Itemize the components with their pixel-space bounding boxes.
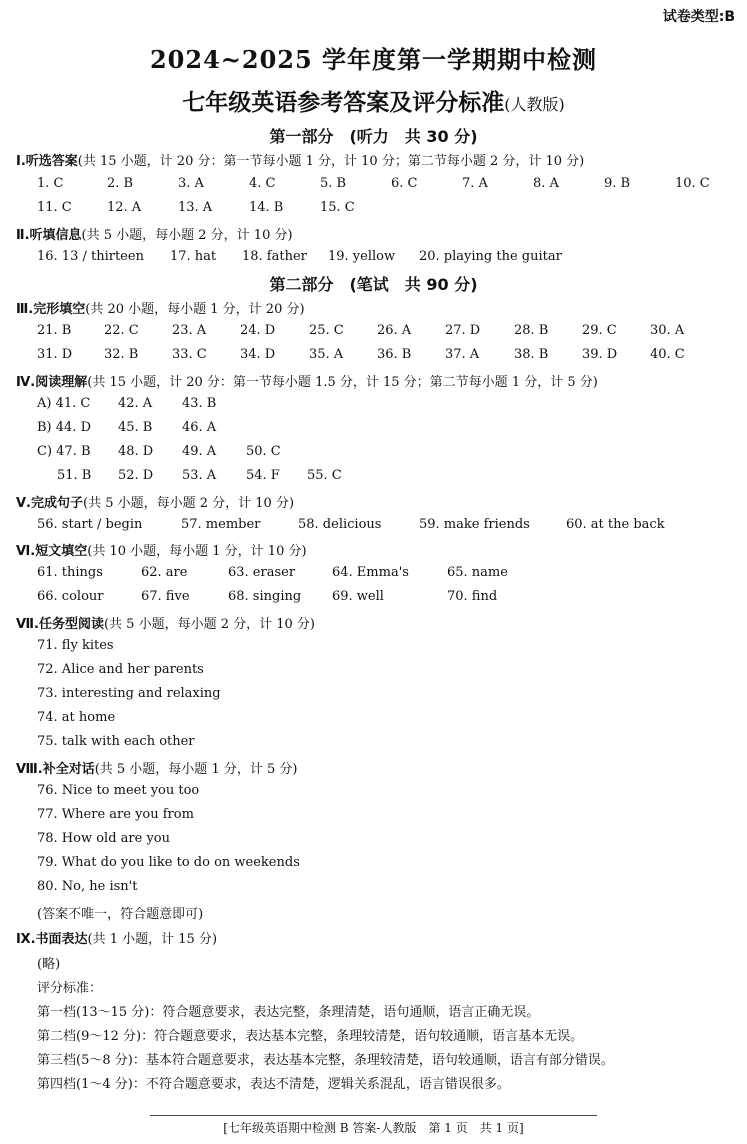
answer-item: 27. D — [445, 323, 481, 338]
section-3-desc: (共 20 小题，每小题 1 分，计 20 分) — [85, 302, 305, 317]
section-6-answer-row — [0, 589, 747, 613]
answer-item: 24. D — [240, 323, 276, 338]
answer-line: 74. at home — [37, 710, 116, 725]
answer-item: 11. C — [37, 200, 72, 215]
section-8-name: 补全对话 — [42, 762, 95, 777]
answer-item: 51. B — [57, 468, 92, 483]
section-2-name: 听填信息 — [29, 228, 82, 243]
section-5-desc: (共 5 小题，每小题 2 分，计 10 分) — [83, 496, 295, 511]
section-5-heading — [16, 492, 294, 511]
answer-item: 52. D — [118, 468, 154, 483]
answer-item: 9. B — [604, 176, 631, 191]
section-7-desc: (共 5 小题，每小题 2 分，计 10 分) — [103, 617, 315, 632]
answer-line: 75. talk with each other — [37, 734, 195, 749]
footer-divider — [150, 1115, 597, 1116]
section-3-answer-row — [0, 347, 747, 371]
section-1-num: Ⅰ. — [16, 154, 26, 169]
answer-item: 61. things — [37, 565, 103, 580]
answer-item: 58. delicious — [298, 517, 382, 532]
answer-line: 71. fly kites — [37, 638, 114, 653]
answer-item: 42. A — [118, 396, 153, 411]
answer-item: C) 47. B — [37, 444, 91, 459]
section-1-answer-row — [0, 176, 747, 200]
answer-key-title — [0, 84, 747, 117]
answer-item: 14. B — [249, 200, 284, 215]
exam-title: 2024~2025 学年度第一学期期中检测 — [149, 45, 598, 74]
answer-item: 17. hat — [170, 249, 217, 264]
answer-item: 69. well — [332, 589, 384, 604]
section-2-desc: (共 5 小题，每小题 2 分，计 10 分) — [81, 228, 293, 243]
answer-line: 77. Where are you from — [37, 807, 194, 822]
answer-item: 64. Emma's — [332, 565, 409, 580]
answer-item: 60. at the back — [566, 517, 665, 532]
answer-note: (答案不唯一，符合题意即可) — [37, 907, 204, 922]
answer-item: 32. B — [104, 347, 139, 362]
section-4-name: 阅读理解 — [35, 375, 88, 390]
answer-item: 36. B — [377, 347, 412, 362]
section-8-desc: (共 5 小题，每小题 1 分，计 5 分) — [94, 762, 298, 777]
answer-key-title-text: 七年级英语参考答案及评分标准 — [182, 90, 505, 116]
answer-item: 31. D — [37, 347, 73, 362]
section-8-num: Ⅷ. — [16, 762, 43, 777]
section-4-answer-row — [0, 420, 747, 444]
section-2-num: Ⅱ. — [16, 228, 30, 243]
section-4-desc: (共 15 小题，计 20 分：第一节每小题 1.5 分，计 15 分；第二节每小题 1 分，计 5 分) — [87, 375, 598, 390]
answer-item: 26. A — [377, 323, 412, 338]
section-6-answer-row — [0, 565, 747, 589]
section-5-num: Ⅴ. — [16, 496, 31, 511]
answer-item: 30. A — [650, 323, 685, 338]
section-3-name: 完形填空 — [33, 302, 86, 317]
section-2-heading — [16, 224, 293, 243]
answer-item: 46. A — [182, 420, 217, 435]
answer-item: 20. playing the guitar — [419, 249, 562, 264]
section-4-heading — [16, 371, 598, 390]
section-3-num: Ⅲ. — [16, 302, 34, 317]
answer-item: 19. yellow — [328, 249, 396, 264]
section-6-heading — [16, 540, 307, 559]
section-6-num: Ⅵ. — [16, 544, 36, 559]
answer-item: 45. B — [118, 420, 153, 435]
answer-item: 3. A — [178, 176, 204, 191]
answer-item: 10. C — [675, 176, 710, 191]
section-9-name: 书面表达 — [35, 932, 88, 947]
section-4-answer-row — [0, 468, 747, 492]
answer-item: 22. C — [104, 323, 139, 338]
section-8-heading — [16, 758, 297, 777]
answer-item: 18. father — [242, 249, 307, 264]
edition-label: (人教版) — [504, 95, 565, 114]
section-1-heading — [16, 150, 584, 169]
section-2-answer-row — [0, 249, 747, 273]
answer-item: 50. C — [246, 444, 281, 459]
answer-item: 63. eraser — [228, 565, 296, 580]
answer-item: B) 44. D — [37, 420, 91, 435]
section-9-desc: (共 1 小题，计 15 分) — [87, 932, 218, 947]
answer-item: 5. B — [320, 176, 347, 191]
answer-item: 37. A — [445, 347, 480, 362]
section-1-desc: (共 15 小题，计 20 分：第一节每小题 1 分，计 10 分；第二节每小题 2 分，计 10 分) — [77, 154, 585, 169]
criteria-line: 第一档(13～15 分)：符合题意要求，表达完整，条理清楚，语句通顺，语言正确无误。 — [37, 1005, 540, 1020]
answer-item: 12. A — [107, 200, 142, 215]
answer-item: 35. A — [309, 347, 344, 362]
answer-line: 80. No, he isn't — [37, 879, 138, 894]
criteria-title: 评分标准： — [37, 981, 103, 996]
answer-line: 78. How old are you — [37, 831, 171, 846]
answer-item: A) 41. C — [37, 396, 91, 411]
criteria-line: 第四档(1～4 分)：不符合题意要求，表达不清楚，逻辑关系混乱，语言错误很多。 — [37, 1077, 510, 1092]
answer-item: 23. A — [172, 323, 207, 338]
criteria-line: 第三档(5～8 分)：基本符合题意要求，表达基本完整，条理较清楚，语句较通顺，语言有部分错误。 — [37, 1053, 614, 1068]
answer-item: 15. C — [320, 200, 355, 215]
section-1-name: 听选答案 — [25, 154, 78, 169]
answer-item: 4. C — [249, 176, 276, 191]
section-6-name: 短文填空 — [35, 544, 88, 559]
criteria-line: 第二档(9～12 分)：符合题意要求，表达基本完整，条理较清楚，语句较通顺，语言基本无误。 — [37, 1029, 584, 1044]
answer-line: 72. Alice and her parents — [37, 662, 204, 677]
answer-item: 28. B — [514, 323, 549, 338]
answer-item: 56. start / begin — [37, 517, 143, 532]
answer-item: 8. A — [533, 176, 559, 191]
answer-line: 76. Nice to meet you too — [37, 783, 200, 798]
answer-item: 53. A — [182, 468, 217, 483]
answer-item: 54. F — [246, 468, 280, 483]
page-footer: [七年级英语期中检测 B 答案-人教版 第 1 页 共 1 页] — [223, 1121, 524, 1135]
section-7-num: Ⅶ. — [16, 617, 39, 632]
section-4-answer-row — [0, 396, 747, 420]
answer-item: 57. member — [181, 517, 261, 532]
answer-item: 40. C — [650, 347, 685, 362]
answer-item: 65. name — [447, 565, 508, 580]
section-3-answer-row — [0, 323, 747, 347]
answer-item: 33. C — [172, 347, 207, 362]
part2-heading: 第二部分 (笔试 共 90 分) — [269, 275, 478, 294]
answer-item: 55. C — [307, 468, 342, 483]
answer-item: 16. 13 / thirteen — [37, 249, 144, 264]
answer-item: 1. C — [37, 176, 64, 191]
answer-item: 59. make friends — [419, 517, 530, 532]
answer-item: 39. D — [582, 347, 618, 362]
answer-item: 13. A — [178, 200, 213, 215]
section-7-heading — [16, 613, 315, 632]
answer-item: 43. B — [182, 396, 217, 411]
section-6-desc: (共 10 小题，每小题 1 分，计 10 分) — [87, 544, 307, 559]
section-1-answer-row — [0, 200, 747, 224]
paper-type-label: 试卷类型:B — [662, 9, 735, 25]
answer-line: 73. interesting and relaxing — [37, 686, 221, 701]
answer-item: 38. B — [514, 347, 549, 362]
answer-item: 67. five — [141, 589, 190, 604]
answer-item: 49. A — [182, 444, 217, 459]
writing-omitted: (略) — [37, 957, 61, 972]
section-7-name: 任务型阅读 — [38, 617, 104, 632]
answer-item: 21. B — [37, 323, 72, 338]
section-5-name: 完成句子 — [31, 496, 84, 511]
section-3-heading — [16, 298, 305, 317]
answer-item: 68. singing — [228, 589, 302, 604]
section-4-num: Ⅳ. — [16, 375, 36, 390]
answer-line: 79. What do you like to do on weekends — [37, 855, 300, 870]
answer-item: 7. A — [462, 176, 488, 191]
answer-item: 66. colour — [37, 589, 104, 604]
answer-item: 29. C — [582, 323, 617, 338]
part1-heading: 第一部分 (听力 共 30 分) — [269, 127, 478, 146]
answer-item: 6. C — [391, 176, 418, 191]
answer-item: 62. are — [141, 565, 188, 580]
answer-item: 2. B — [107, 176, 134, 191]
section-4-answer-row — [0, 444, 747, 468]
section-5-answer-row — [0, 517, 747, 541]
answer-item: 25. C — [309, 323, 344, 338]
answer-item: 34. D — [240, 347, 276, 362]
section-9-heading — [16, 928, 217, 947]
answer-item: 48. D — [118, 444, 154, 459]
section-9-num: Ⅸ. — [16, 932, 36, 947]
answer-item: 70. find — [447, 589, 498, 604]
